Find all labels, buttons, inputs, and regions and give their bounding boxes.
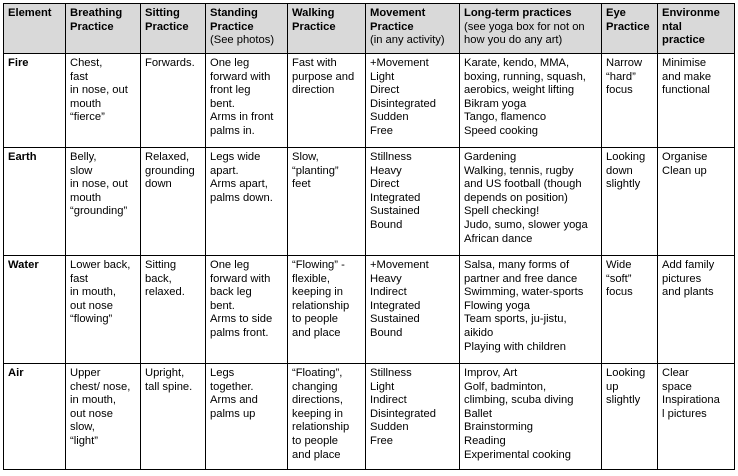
- walking-cell: Slow, “planting” feet: [288, 148, 366, 256]
- table-row-earth: [4, 148, 735, 256]
- longterm-cell: Karate, kendo, MMA, boxing, running, squash, aerobics, weight lifting Bikram yoga Tango, flamenco Speed cooking: [460, 54, 602, 148]
- environmental-cell: Clear space Inspirationa l pictures: [658, 364, 735, 470]
- longterm-cell: Salsa, many forms of partner and free dance Swimming, water-sports Flowing yoga Team sports, ju-jistu, aikido Playing with children: [460, 256, 602, 364]
- movement-cell: Stillness Light Indirect Disintegrated Sudden Free: [366, 364, 460, 470]
- breathing-cell: Chest, fast in nose, out mouth “fierce”: [66, 54, 141, 148]
- eye-cell: Looking down slightly: [602, 148, 658, 256]
- header-breathing: Breathing Practice: [66, 4, 141, 54]
- movement-cell: Stillness Heavy Direct Integrated Sustained Bound: [366, 148, 460, 256]
- movement-cell: +Movement Heavy Indirect Integrated Sustained Bound: [366, 256, 460, 364]
- eye-cell: Narrow “hard” focus: [602, 54, 658, 148]
- environmental-cell: Minimise and make functional: [658, 54, 735, 148]
- header-walking: Walking Practice: [288, 4, 366, 54]
- sitting-cell: Sitting back, relaxed.: [141, 256, 206, 364]
- element-cell: Water: [4, 256, 66, 364]
- longterm-cell: Improv, Art Golf, badminton, climbing, scuba diving Ballet Brainstorming Reading Experimental cooking: [460, 364, 602, 470]
- header-standing: Standing Practice (See photos): [206, 4, 288, 54]
- movement-cell: +Movement Light Direct Disintegrated Sudden Free: [366, 54, 460, 148]
- eye-cell: Wide “soft” focus: [602, 256, 658, 364]
- header-row: [4, 4, 735, 54]
- sitting-cell: Forwards.: [141, 54, 206, 148]
- breathing-cell: Lower back, fast in mouth, out nose “flowing”: [66, 256, 141, 364]
- elements-practice-table: [3, 3, 735, 470]
- table-row-water: [4, 256, 735, 364]
- breathing-cell: Upper chest/ nose, in mouth, out nose slow, “light”: [66, 364, 141, 470]
- header-sitting: Sitting Practice: [141, 4, 206, 54]
- element-cell: Earth: [4, 148, 66, 256]
- sitting-cell: Upright, tall spine.: [141, 364, 206, 470]
- longterm-cell: Gardening Walking, tennis, rugby and US football (though depends on position) Spell checking! Judo, sumo, slower yoga African dance: [460, 148, 602, 256]
- standing-cell: Legs wide apart. Arms apart, palms down.: [206, 148, 288, 256]
- standing-cell: One leg forward with front leg bent. Arms in front palms in.: [206, 54, 288, 148]
- standing-cell: One leg forward with back leg bent. Arms to side palms front.: [206, 256, 288, 364]
- header-longterm: Long-term practices (see yoga box for not on how you do any art): [460, 4, 602, 54]
- environmental-cell: Add family pictures and plants: [658, 256, 735, 364]
- header-movement: Movement Practice (in any activity): [366, 4, 460, 54]
- eye-cell: Looking up slightly: [602, 364, 658, 470]
- element-cell: Air: [4, 364, 66, 470]
- walking-cell: “Flowing” - flexible, keeping in relationship to people and place: [288, 256, 366, 364]
- table-row-fire: [4, 54, 735, 148]
- sitting-cell: Relaxed, grounding down: [141, 148, 206, 256]
- walking-cell: Fast with purpose and direction: [288, 54, 366, 148]
- header-longterm-sub: (see yoga box for not on how you do any art): [464, 20, 585, 47]
- environmental-cell: Organise Clean up: [658, 148, 735, 256]
- element-cell: Fire: [4, 54, 66, 148]
- header-eye: Eye Practice: [602, 4, 658, 54]
- breathing-cell: Belly, slow in nose, out mouth “grounding”: [66, 148, 141, 256]
- header-environmental: Environme ntal practice: [658, 4, 735, 54]
- table-row-air: [4, 364, 735, 470]
- walking-cell: “Floating”, changing directions, keeping in relationship to people and place: [288, 364, 366, 470]
- header-element: Element: [4, 4, 66, 54]
- standing-cell: Legs together. Arms and palms up: [206, 364, 288, 470]
- header-standing-sub: (See photos): [210, 34, 275, 47]
- header-movement-sub: (in any activity): [370, 34, 445, 47]
